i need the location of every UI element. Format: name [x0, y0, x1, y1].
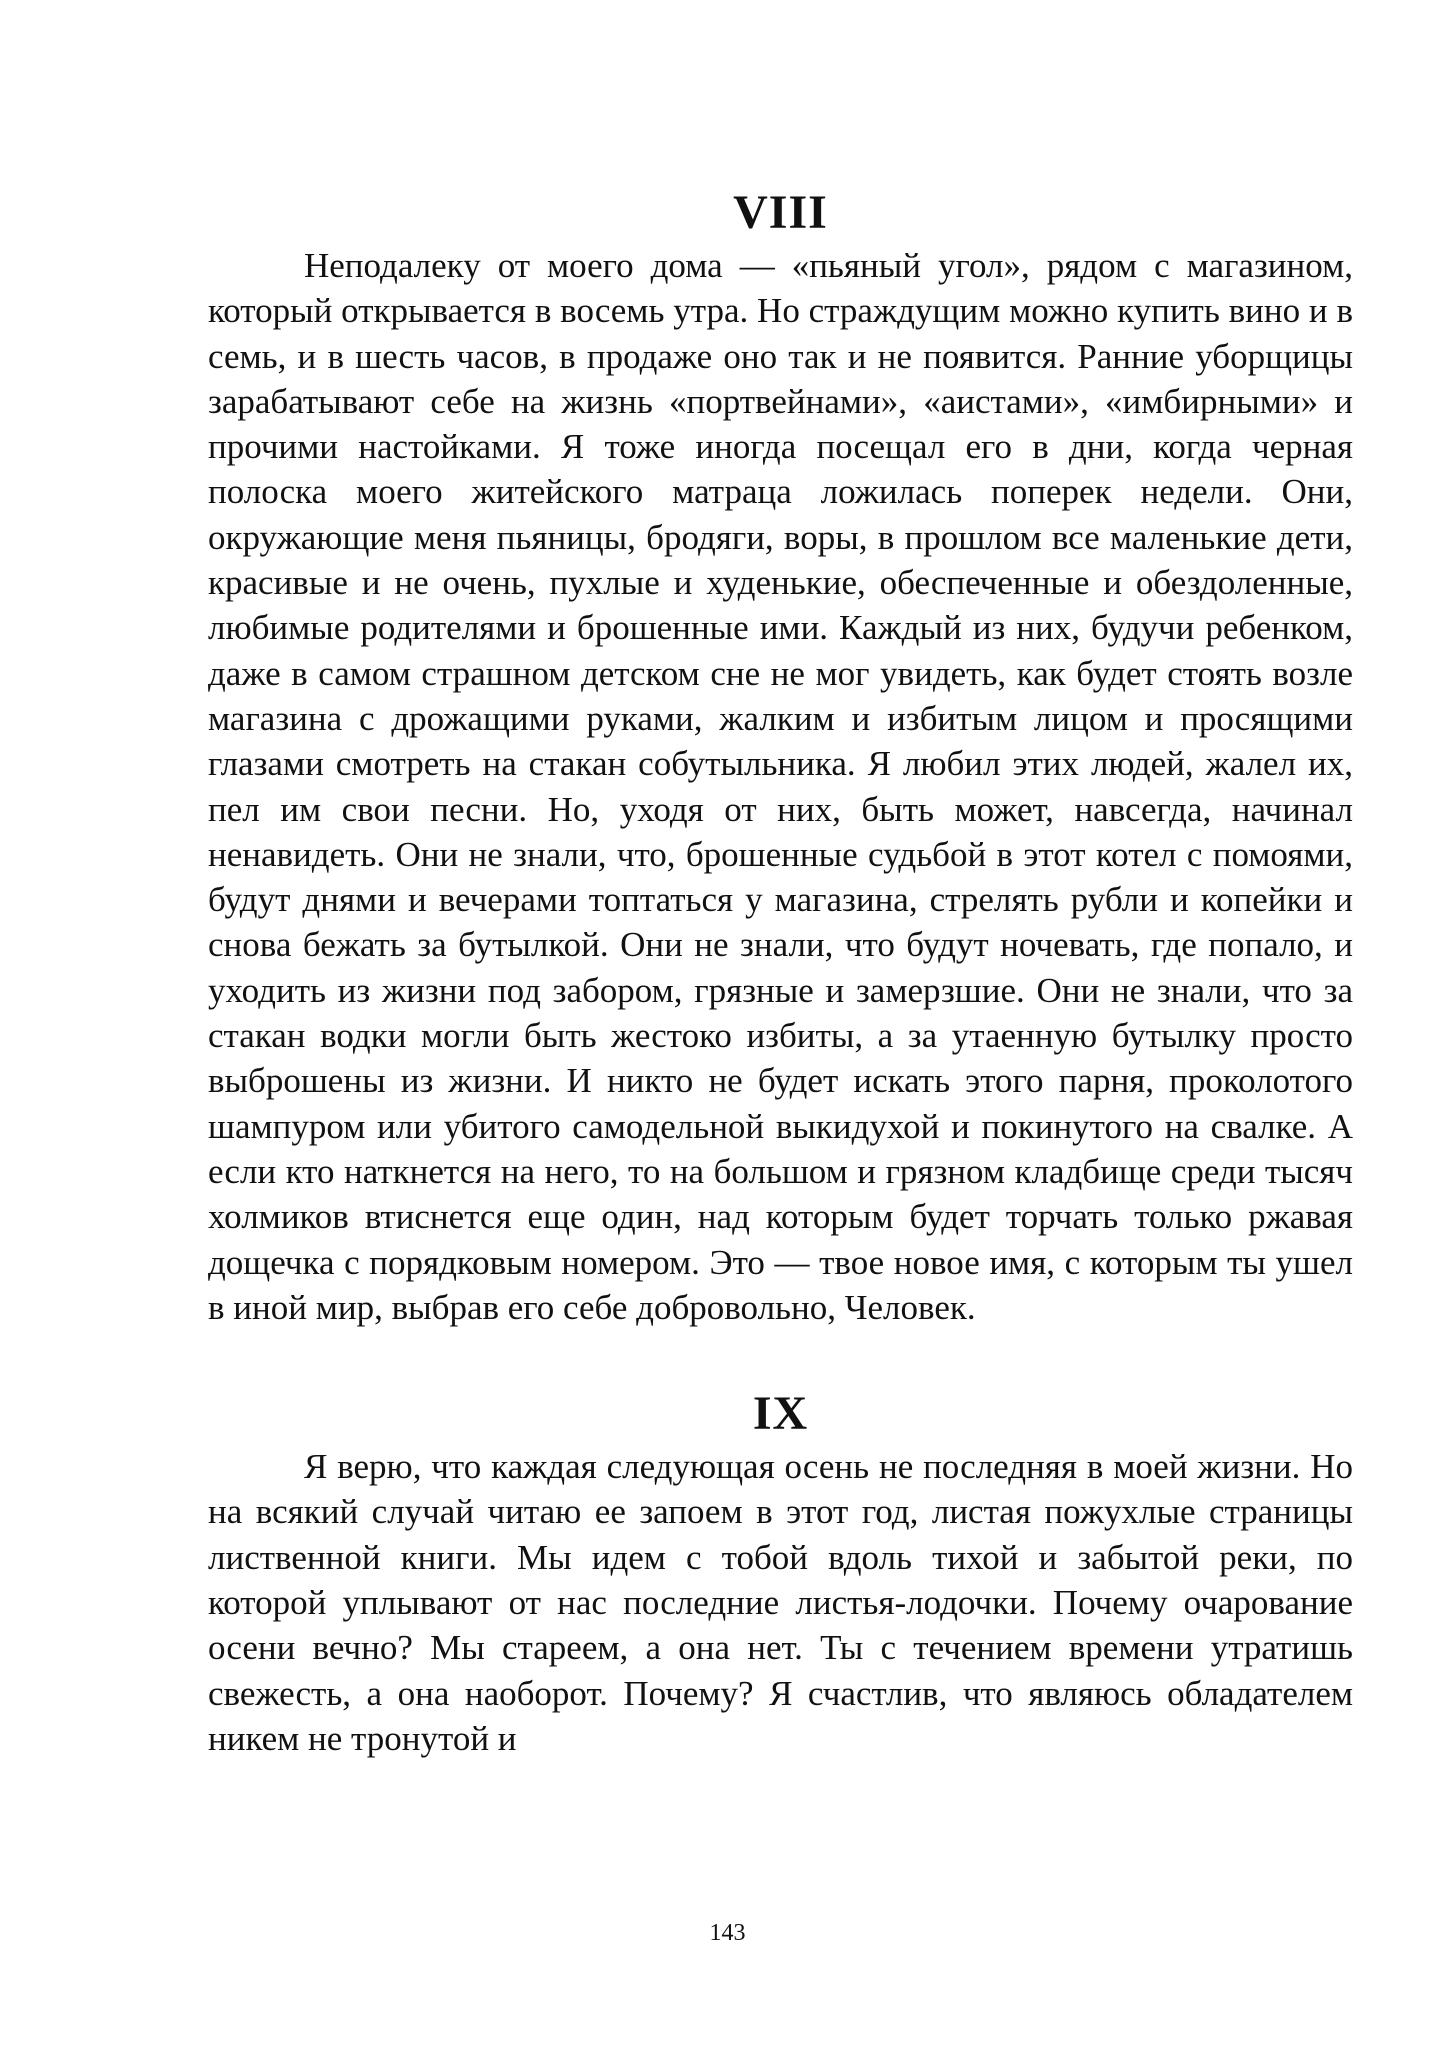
section-ix-paragraph: Я верю, что каждая следующая осень не последняя в моей жизни. Но на всякий случай читаю ее запоем в этот год, листая пожухлые страницы лиственной книги. Мы идем с тобой вдоль тихой и забытой реки, по которой уплывают от нас последние листья-лодочки. Почему очарование осени вечно? Мы стареем, а она нет. Ты с течением времени утратишь свежесть, а она наоборот. Почему? Я счастлив, что являюсь обладателем никем не тронутой и: [208, 1447, 1353, 1758]
page-content: [208, 183, 1353, 1761]
section-title-ix: IX: [752, 1387, 809, 1441]
page-number: 143: [709, 1920, 746, 1946]
section-gap: [208, 1330, 1353, 1384]
section-viii-paragraph: Неподалеку от моего дома — «пьяный угол», рядом с магазином, который открывается в восемь утра. Но страждущим можно купить вино и в семь, и в шесть часов, в продаже оно так и не появится. Ранние уборщицы зарабатывают себе на жизнь «портвейнами», «аистами», «имбирными» и прочими настойками. Я тоже иногда посещал его в дни, когда черная полоска моего житейского матраца ложилась поперек недели. Они, окружающие меня пьяницы, бродяги, воры, в прошлом все маленькие дети, красивые и не очень, пухлые и худенькие, обеспеченные и обездоленные, любимые родителями и брошенные ими. Каждый из них, будучи ребенком, даже в самом страшном детском сне не мог увидеть, как будет стоять возле магазина с дрожащими руками, жалким и избитым лицом и просящими глазами смотреть на стакан собутыльника. Я любил этих людей, жалел их, пел им свои песни. Но, уходя от них, быть может, навсегда, начинал ненавидеть. Они не знали, что, брошенные судьбой в этот котел с помоями, будут днями и вечерами топтаться у магазина, стрелять рубли и копейки и снова бежать за бутылкой. Они не знали, что будут ночевать, где попало, и уходить из жизни под забором, грязные и замерзшие. Они не знали, что за стакан водки могли быть жестоко избиты, а за утаенную бутылку просто выброшены из жизни. И никто не будет искать этого парня, проколотого шампуром или убитого самодельной выкидухой и покинутого на свалке. А если кто наткнется на него, то на большом и грязном кладбище среди тысяч холмиков втиснется еще один, над которым будет торчать только ржавая дощечка с порядковым номером. Это — твое новое имя, с которым ты ушел в иной мир, выбрав его себе добровольно, Человек.: [208, 246, 1353, 1327]
section-title-viii: VIII: [733, 186, 828, 239]
